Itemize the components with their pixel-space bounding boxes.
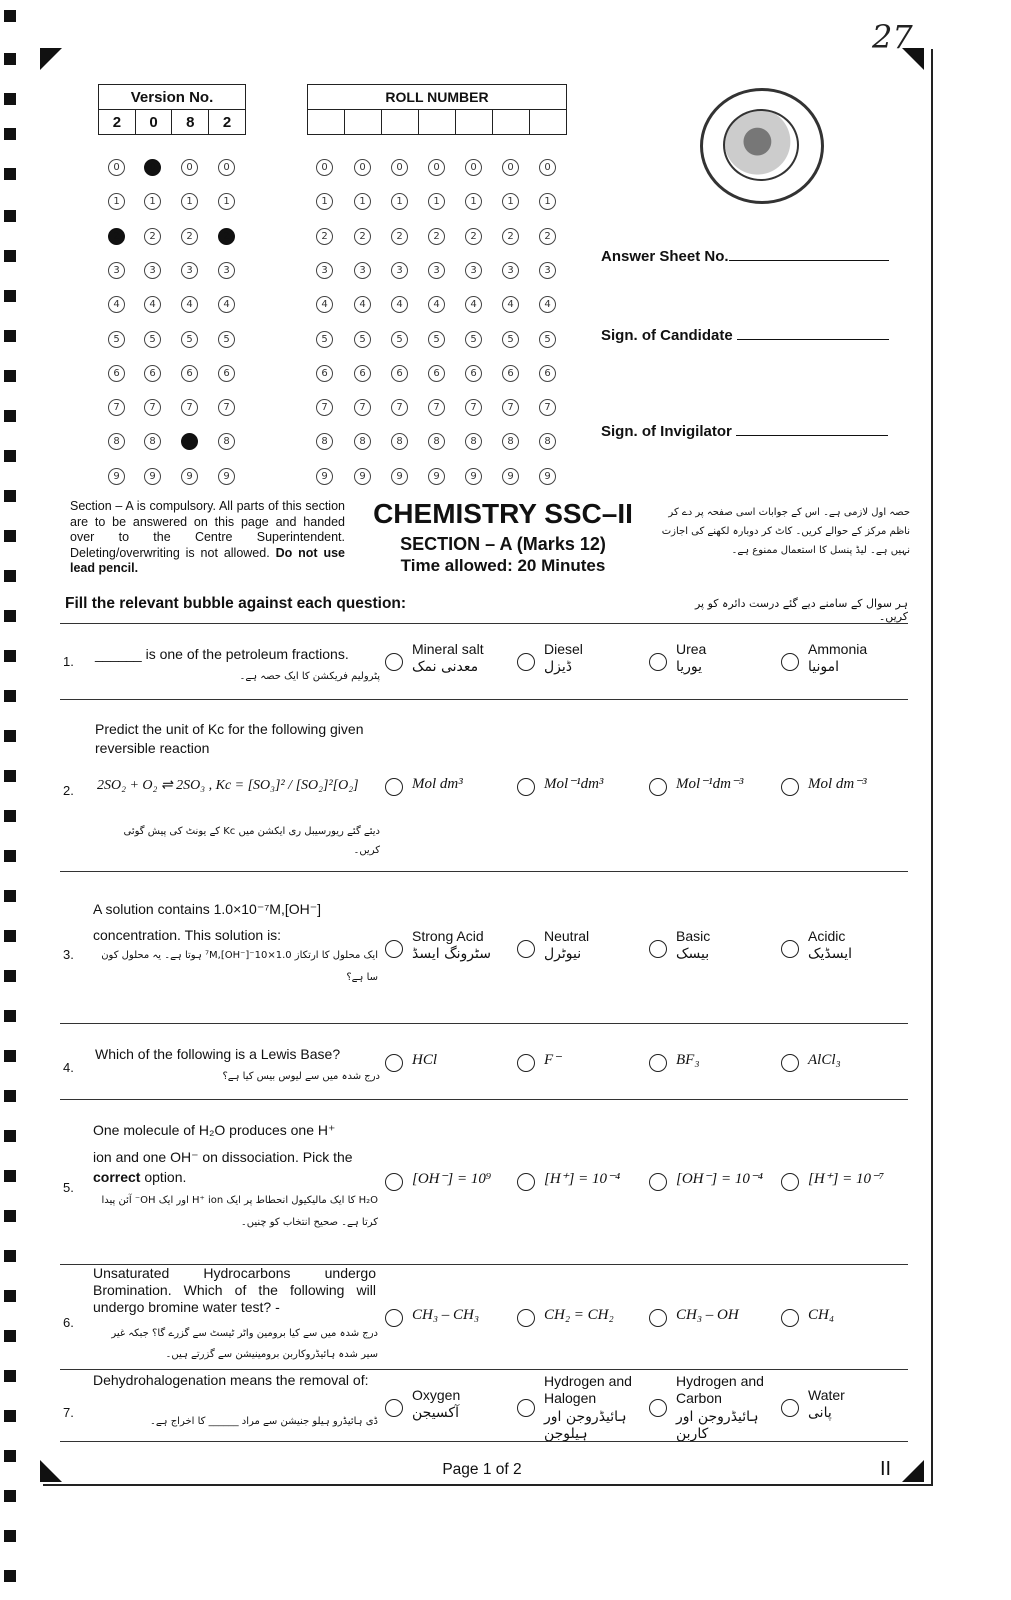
roll-bubble[interactable]: 8 xyxy=(539,433,556,450)
roll-bubble[interactable]: 4 xyxy=(354,296,371,313)
option-label: Acidic xyxy=(808,928,846,944)
option-label-urdu: بیسک xyxy=(676,946,710,962)
version-bubble[interactable]: 4 xyxy=(108,296,125,313)
timing-mark xyxy=(4,610,16,622)
answer-bubble[interactable] xyxy=(649,1399,667,1417)
timing-mark xyxy=(4,810,16,822)
version-bubble[interactable]: 9 xyxy=(181,468,198,485)
option-label-urdu: نیوٹرل xyxy=(544,946,582,962)
answer-bubble[interactable] xyxy=(385,1309,403,1327)
roll-bubble[interactable]: 6 xyxy=(316,365,333,382)
question-text: A solution contains 1.0×10⁻⁷M,[OH⁻] concentration. This solution is: xyxy=(93,901,322,943)
answer-bubble[interactable] xyxy=(517,653,535,671)
option-label: [H⁺] = 10⁻⁴ xyxy=(544,1171,621,1187)
version-bubble[interactable]: 8 xyxy=(108,433,125,450)
option-label-urdu: پانی xyxy=(808,1405,832,1421)
question-emphasis: correct xyxy=(93,1169,141,1185)
answer-sheet-line[interactable] xyxy=(729,260,889,261)
divider xyxy=(60,1441,908,1442)
timing-mark xyxy=(4,890,16,902)
roll-bubble[interactable]: 9 xyxy=(354,468,371,485)
option-label: Water xyxy=(808,1387,845,1403)
option-label: CH₃ – OH xyxy=(676,1307,739,1323)
version-bubble[interactable]: 7 xyxy=(108,399,125,416)
divider xyxy=(60,699,908,700)
timing-mark xyxy=(4,490,16,502)
answer-bubble[interactable] xyxy=(781,1054,799,1072)
divider xyxy=(60,871,908,872)
fill-instruction: Fill the relevant bubble against each question: xyxy=(65,595,407,612)
version-bubble[interactable]: 0 xyxy=(144,159,161,176)
answer-bubble[interactable] xyxy=(385,1399,403,1417)
version-bubble[interactable]: 3 xyxy=(108,262,125,279)
roll-bubble[interactable]: 1 xyxy=(354,193,371,210)
roll-bubble[interactable]: 2 xyxy=(465,228,482,245)
answer-bubble[interactable] xyxy=(385,778,403,796)
answer-bubble[interactable] xyxy=(781,653,799,671)
roll-digit-box[interactable] xyxy=(381,110,418,135)
question-text-tail: option. xyxy=(140,1169,187,1185)
option-label: Urea xyxy=(676,641,707,657)
question-urdu: درج شدہ میں سے لیوس بیس کیا ہے؟ xyxy=(222,1071,380,1082)
roll-bubble[interactable]: 3 xyxy=(502,262,519,279)
roll-bubble[interactable]: 7 xyxy=(316,399,333,416)
roll-bubble[interactable]: 3 xyxy=(391,262,408,279)
roll-bubble[interactable]: 5 xyxy=(465,331,482,348)
version-bubble[interactable]: 2 xyxy=(108,228,125,245)
version-bubble[interactable]: 9 xyxy=(218,468,235,485)
answer-bubble[interactable] xyxy=(517,1399,535,1417)
invigilator-sign-label: Sign. of Invigilator xyxy=(601,423,732,440)
option-label-urdu: امونیا xyxy=(808,659,840,675)
timing-mark xyxy=(4,850,16,862)
version-bubble[interactable]: 1 xyxy=(144,193,161,210)
version-bubble[interactable]: 6 xyxy=(144,365,161,382)
timing-mark xyxy=(4,210,16,222)
roll-bubble[interactable]: 0 xyxy=(391,159,408,176)
option-label: CH₃ – CH₃ xyxy=(412,1307,480,1323)
option-label: [H⁺] = 10⁻⁷ xyxy=(808,1171,885,1187)
version-number-table xyxy=(98,84,246,135)
roll-bubble[interactable]: 4 xyxy=(391,296,408,313)
roll-bubble[interactable]: 6 xyxy=(502,365,519,382)
time-allowed: Time allowed: 20 Minutes xyxy=(400,556,606,575)
question-text: Unsaturated Hydrocarbons undergo Bromination. Which of the following will undergo bromine water test? - xyxy=(93,1265,376,1315)
option-label: Strong Acid xyxy=(412,928,484,944)
version-bubble[interactable]: 0 xyxy=(108,159,125,176)
version-bubble[interactable]: 1 xyxy=(218,193,235,210)
roll-bubble[interactable]: 1 xyxy=(391,193,408,210)
question-number: 7. xyxy=(63,1405,74,1420)
version-bubble[interactable]: 1 xyxy=(181,193,198,210)
question-text-line3 xyxy=(93,1168,378,1187)
timing-mark xyxy=(4,1490,16,1502)
roll-digit-box[interactable] xyxy=(455,110,492,135)
version-bubble[interactable]: 2 xyxy=(181,228,198,245)
question-number: 6. xyxy=(63,1315,74,1330)
roll-bubble[interactable]: 1 xyxy=(539,193,556,210)
handwritten-page-number: 27 xyxy=(872,18,913,56)
question-equation: 2SO₂ + O₂ ⇌ 2SO₃ , Kc = [SO₃]² / [SO₂]²[O₂] xyxy=(97,778,359,793)
roll-bubble[interactable]: 0 xyxy=(354,159,371,176)
roll-bubble[interactable]: 5 xyxy=(354,331,371,348)
question-text: Which of the following is a Lewis Base? xyxy=(95,1046,341,1062)
divider xyxy=(60,1023,908,1024)
question-urdu: ڈی ہائیڈرو ہیلو جنیشن سے مراد ______ کا اخراج ہے۔ xyxy=(149,1416,378,1427)
roll-bubble[interactable]: 6 xyxy=(539,365,556,382)
answer-bubble[interactable] xyxy=(649,940,667,958)
option-label: Mol⁻¹dm³ xyxy=(544,776,604,792)
timing-mark xyxy=(4,10,16,22)
timing-mark xyxy=(4,1570,16,1582)
question-number: 4. xyxy=(63,1060,74,1075)
version-bubble[interactable]: 3 xyxy=(144,262,161,279)
timing-mark xyxy=(4,450,16,462)
version-bubble[interactable]: 0 xyxy=(218,159,235,176)
answer-sheet-field[interactable] xyxy=(601,248,889,265)
question-urdu: دیئے گئے ریورسیبل ری ایکشن میں Kc کے یونٹ کی پیش گوئی کریں۔ xyxy=(123,826,380,856)
version-bubble[interactable]: 5 xyxy=(218,331,235,348)
timing-mark xyxy=(4,1170,16,1182)
timing-mark xyxy=(4,1410,16,1422)
roll-bubble[interactable]: 0 xyxy=(428,159,445,176)
timing-mark xyxy=(4,1010,16,1022)
timing-mark xyxy=(4,650,16,662)
corner-mark xyxy=(902,48,924,70)
roll-bubble[interactable]: 1 xyxy=(428,193,445,210)
version-bubble[interactable]: 4 xyxy=(144,296,161,313)
divider xyxy=(60,1099,908,1100)
roll-bubble[interactable]: 8 xyxy=(354,433,371,450)
option-label: Ammonia xyxy=(808,641,868,657)
roll-digit-box[interactable] xyxy=(529,110,566,135)
timing-mark xyxy=(4,530,16,542)
roll-bubble[interactable]: 9 xyxy=(316,468,333,485)
version-digit: 2 xyxy=(99,110,136,135)
roll-bubble[interactable]: 9 xyxy=(539,468,556,485)
question-text: ______ is one of the petroleum fractions. xyxy=(95,646,349,662)
roll-bubble[interactable]: 3 xyxy=(428,262,445,279)
timing-mark xyxy=(4,1330,16,1342)
answer-bubble[interactable] xyxy=(385,1054,403,1072)
timing-mark xyxy=(4,290,16,302)
question-urdu: پٹرولیم فریکشن کا ایک حصہ ہے۔ xyxy=(239,671,380,682)
roll-bubble[interactable]: 5 xyxy=(539,331,556,348)
version-bubble[interactable]: 7 xyxy=(218,399,235,416)
roll-number-label: ROLL NUMBER xyxy=(308,85,567,110)
version-bubble[interactable]: 6 xyxy=(108,365,125,382)
roll-bubble[interactable]: 0 xyxy=(502,159,519,176)
roll-bubble[interactable]: 0 xyxy=(316,159,333,176)
version-bubble[interactable]: 5 xyxy=(108,331,125,348)
instructions-text: Section – A is compulsory. All parts of this section are to be answered on this page and handed over to the Centre Superintendent. Deleting/overwriting is not allowed. xyxy=(70,499,345,560)
roll-bubble[interactable]: 7 xyxy=(502,399,519,416)
answer-bubble[interactable] xyxy=(781,1173,799,1191)
timing-mark xyxy=(4,1130,16,1142)
timing-mark xyxy=(4,1530,16,1542)
version-bubble[interactable]: 5 xyxy=(181,331,198,348)
board-logo xyxy=(700,88,824,204)
version-bubble[interactable]: 7 xyxy=(181,399,198,416)
section-title: SECTION – A (Marks 12) xyxy=(400,534,606,554)
instructions-bold: Do not use lead pencil. xyxy=(70,545,345,575)
roll-bubble[interactable]: 4 xyxy=(502,296,519,313)
question-number: 2. xyxy=(63,783,74,798)
roll-bubble[interactable]: 2 xyxy=(316,228,333,245)
question-number: 5. xyxy=(63,1180,74,1195)
answer-bubble[interactable] xyxy=(649,1173,667,1191)
question-text-line2: ion and one OH⁻ on dissociation. Pick the xyxy=(93,1149,353,1165)
option-label: Oxygen xyxy=(412,1387,461,1403)
option-label: Neutral xyxy=(544,928,590,944)
roll-bubble[interactable]: 2 xyxy=(539,228,556,245)
option-label: CH₄ xyxy=(808,1307,835,1323)
answer-bubble[interactable] xyxy=(517,1173,535,1191)
timing-mark xyxy=(4,1050,16,1062)
roll-bubble[interactable]: 8 xyxy=(465,433,482,450)
timing-mark xyxy=(4,410,16,422)
timing-mark xyxy=(4,93,16,105)
question-text-line1: One molecule of H₂O produces one H⁺ xyxy=(93,1122,336,1138)
roll-bubble[interactable]: 8 xyxy=(391,433,408,450)
version-digit: 0 xyxy=(135,110,172,135)
roll-bubble[interactable]: 0 xyxy=(539,159,556,176)
timing-mark xyxy=(4,53,16,65)
roll-bubble[interactable]: 8 xyxy=(502,433,519,450)
roll-bubble[interactable]: 5 xyxy=(428,331,445,348)
version-label: Version No. xyxy=(99,85,246,110)
page-indicator: Page 1 of 2 xyxy=(442,1461,522,1478)
option-label: BF₃ xyxy=(676,1052,700,1068)
roll-bubble[interactable]: 9 xyxy=(391,468,408,485)
roll-bubble[interactable]: 1 xyxy=(465,193,482,210)
version-bubble[interactable]: 9 xyxy=(144,468,161,485)
version-bubble[interactable]: 2 xyxy=(218,228,235,245)
option-label: [OH⁻] = 10⁹ xyxy=(412,1171,492,1187)
answer-bubble[interactable] xyxy=(517,778,535,796)
roll-digit-box[interactable] xyxy=(344,110,381,135)
roll-bubble[interactable]: 6 xyxy=(465,365,482,382)
option-label: F⁻ xyxy=(544,1052,562,1068)
roll-bubble[interactable]: 0 xyxy=(465,159,482,176)
timing-mark xyxy=(4,730,16,742)
invigilator-sign-field[interactable] xyxy=(601,423,888,440)
footer-mark: II xyxy=(880,1458,892,1480)
candidate-sign-field[interactable] xyxy=(601,327,889,344)
answer-bubble[interactable] xyxy=(385,653,403,671)
version-bubble[interactable]: 9 xyxy=(108,468,125,485)
option-label: Basic xyxy=(676,928,711,944)
instructions xyxy=(70,499,345,577)
roll-bubble[interactable]: 5 xyxy=(316,331,333,348)
roll-bubble[interactable]: 2 xyxy=(391,228,408,245)
option-label: Hydrogen and Carbon xyxy=(676,1373,764,1406)
question-urdu: ایک محلول کا ارتکاز 1.0×10⁻⁷M,[OH⁻] ہوتا ہے۔ یہ محلول کون سا ہے؟ xyxy=(101,950,378,983)
timing-mark xyxy=(4,250,16,262)
option-label-urdu: آکسیجن xyxy=(412,1405,459,1421)
timing-mark xyxy=(4,770,16,782)
timing-mark xyxy=(4,970,16,982)
roll-digit-box[interactable] xyxy=(418,110,455,135)
version-bubble[interactable]: 3 xyxy=(218,262,235,279)
roll-bubble[interactable]: 8 xyxy=(316,433,333,450)
fill-instruction-urdu: ہر سوال کے سامنے دیے گئے درست دائرہ کو پر کریں۔ xyxy=(694,597,908,623)
timing-mark xyxy=(4,1210,16,1222)
timing-mark xyxy=(4,1370,16,1382)
roll-bubble[interactable]: 7 xyxy=(465,399,482,416)
option-label: Mol dm³ xyxy=(412,776,463,792)
roll-bubble[interactable]: 4 xyxy=(465,296,482,313)
version-bubble[interactable]: 8 xyxy=(144,433,161,450)
candidate-sign-line[interactable] xyxy=(737,339,889,340)
version-digit: 2 xyxy=(209,110,246,135)
answer-bubble[interactable] xyxy=(649,1309,667,1327)
answer-bubble[interactable] xyxy=(649,653,667,671)
roll-bubble[interactable]: 3 xyxy=(354,262,371,279)
roll-bubble[interactable]: 1 xyxy=(502,193,519,210)
roll-bubble[interactable]: 2 xyxy=(354,228,371,245)
timing-mark xyxy=(4,168,16,180)
option-label-urdu: ہائیڈروجن اور ہیلوجن xyxy=(544,1409,627,1442)
answer-sheet-label: Answer Sheet No. xyxy=(601,248,729,265)
answer-bubble[interactable] xyxy=(781,778,799,796)
roll-bubble[interactable]: 1 xyxy=(316,193,333,210)
corner-mark xyxy=(40,48,62,70)
roll-bubble[interactable]: 3 xyxy=(465,262,482,279)
version-bubble[interactable]: 8 xyxy=(181,433,198,450)
roll-bubble[interactable]: 7 xyxy=(428,399,445,416)
answer-bubble[interactable] xyxy=(385,1173,403,1191)
instructions-urdu: حصہ اول لازمی ہے۔ اس کے جوابات اسی صفحہ پر دے کر ناظم مرکز کے حوالے کریں۔ کاٹ کر دوبارہ لکھنے کی اجازت نہیں ہے۔ لیڈ پنسل کا استعمال ممنوع ہے۔ xyxy=(661,507,910,556)
divider xyxy=(60,623,908,624)
roll-bubble[interactable]: 7 xyxy=(391,399,408,416)
roll-bubble[interactable]: 4 xyxy=(428,296,445,313)
roll-digit-box[interactable] xyxy=(492,110,529,135)
roll-bubble[interactable]: 7 xyxy=(354,399,371,416)
question-urdu: درج شدہ میں سے کیا برومین واٹر ٹیسٹ سے گزرے گا؟ جبکہ غیر سیر شدہ ہائیڈروکاربن برومینیشن سے گزرتے ہیں۔ xyxy=(111,1328,378,1360)
timing-mark xyxy=(4,128,16,140)
version-bubble[interactable]: 1 xyxy=(108,193,125,210)
question-text: Dehydrohalogenation means the removal of: xyxy=(93,1372,369,1388)
option-label-urdu: ڈیزل xyxy=(544,659,573,675)
option-label: CH₂ = CH₂ xyxy=(544,1307,614,1323)
roll-bubble[interactable]: 7 xyxy=(539,399,556,416)
option-label: Hydrogen and Halogen xyxy=(544,1373,632,1406)
version-bubble[interactable]: 4 xyxy=(218,296,235,313)
option-label-urdu: ایسڈیک xyxy=(808,946,853,962)
roll-number-table xyxy=(307,84,567,135)
invigilator-sign-line[interactable] xyxy=(736,435,888,436)
roll-bubble[interactable]: 2 xyxy=(502,228,519,245)
question-text: Predict the unit of Kc for the following given reversible reaction xyxy=(95,721,364,756)
option-label: Mineral salt xyxy=(412,641,484,657)
exam-title: CHEMISTRY SSC–II xyxy=(373,498,633,529)
option-label: Diesel xyxy=(544,641,583,657)
timing-mark xyxy=(4,1250,16,1262)
version-bubble[interactable]: 3 xyxy=(181,262,198,279)
timing-mark xyxy=(4,330,16,342)
roll-bubble[interactable]: 6 xyxy=(391,365,408,382)
roll-bubble[interactable]: 4 xyxy=(539,296,556,313)
timing-mark xyxy=(4,1090,16,1102)
roll-bubble[interactable]: 4 xyxy=(316,296,333,313)
version-bubble[interactable]: 7 xyxy=(144,399,161,416)
version-digit: 8 xyxy=(172,110,209,135)
answer-bubble[interactable] xyxy=(517,1054,535,1072)
option-label: [OH⁻] = 10⁻⁴ xyxy=(676,1171,764,1187)
answer-bubble[interactable] xyxy=(649,1054,667,1072)
version-bubble[interactable]: 6 xyxy=(181,365,198,382)
version-bubble[interactable]: 0 xyxy=(181,159,198,176)
option-label-urdu: یوریا xyxy=(676,659,703,675)
option-label: Mol dm⁻³ xyxy=(808,776,867,792)
answer-bubble[interactable] xyxy=(649,778,667,796)
roll-bubble[interactable]: 9 xyxy=(428,468,445,485)
option-label: Mol⁻¹dm⁻³ xyxy=(676,776,744,792)
globe-icon xyxy=(723,109,799,181)
divider xyxy=(60,1369,908,1370)
roll-digit-box[interactable] xyxy=(308,110,345,135)
roll-bubble[interactable]: 2 xyxy=(428,228,445,245)
timing-mark xyxy=(4,690,16,702)
version-bubble[interactable]: 2 xyxy=(144,228,161,245)
roll-bubble[interactable]: 6 xyxy=(428,365,445,382)
roll-bubble[interactable]: 5 xyxy=(502,331,519,348)
question-number: 3. xyxy=(63,947,74,962)
answer-bubble[interactable] xyxy=(781,1399,799,1417)
answer-bubble[interactable] xyxy=(517,940,535,958)
option-label-urdu: ہائیڈروجن اور کاربن xyxy=(676,1409,759,1442)
answer-bubble[interactable] xyxy=(781,940,799,958)
answer-bubble[interactable] xyxy=(781,1309,799,1327)
version-bubble[interactable]: 6 xyxy=(218,365,235,382)
roll-bubble[interactable]: 3 xyxy=(316,262,333,279)
timing-mark xyxy=(4,1290,16,1302)
version-bubble[interactable]: 4 xyxy=(181,296,198,313)
roll-bubble[interactable]: 9 xyxy=(502,468,519,485)
roll-bubble[interactable]: 3 xyxy=(539,262,556,279)
option-label: AlCl₃ xyxy=(808,1052,841,1068)
question-urdu: H₂O کا ایک مالیکیول انحطاط پر ایک H⁺ ion اور ایک OH⁻ آئن پیدا کرتا ہے۔ صحیح انتخاب کو چنیں۔ xyxy=(101,1195,378,1228)
answer-bubble[interactable] xyxy=(517,1309,535,1327)
roll-bubble[interactable]: 8 xyxy=(428,433,445,450)
roll-bubble[interactable]: 9 xyxy=(465,468,482,485)
candidate-sign-label: Sign. of Candidate xyxy=(601,327,733,344)
version-bubble[interactable]: 8 xyxy=(218,433,235,450)
option-label: HCl xyxy=(412,1052,438,1068)
question-number: 1. xyxy=(63,654,74,669)
roll-bubble[interactable]: 6 xyxy=(354,365,371,382)
roll-bubble[interactable]: 5 xyxy=(391,331,408,348)
option-label-urdu: سٹرونگ ایسڈ xyxy=(412,946,491,962)
timing-mark xyxy=(4,570,16,582)
version-bubble[interactable]: 5 xyxy=(144,331,161,348)
answer-bubble[interactable] xyxy=(385,940,403,958)
timing-mark xyxy=(4,930,16,942)
option-label-urdu: معدنی نمک xyxy=(412,659,479,675)
timing-mark xyxy=(4,370,16,382)
